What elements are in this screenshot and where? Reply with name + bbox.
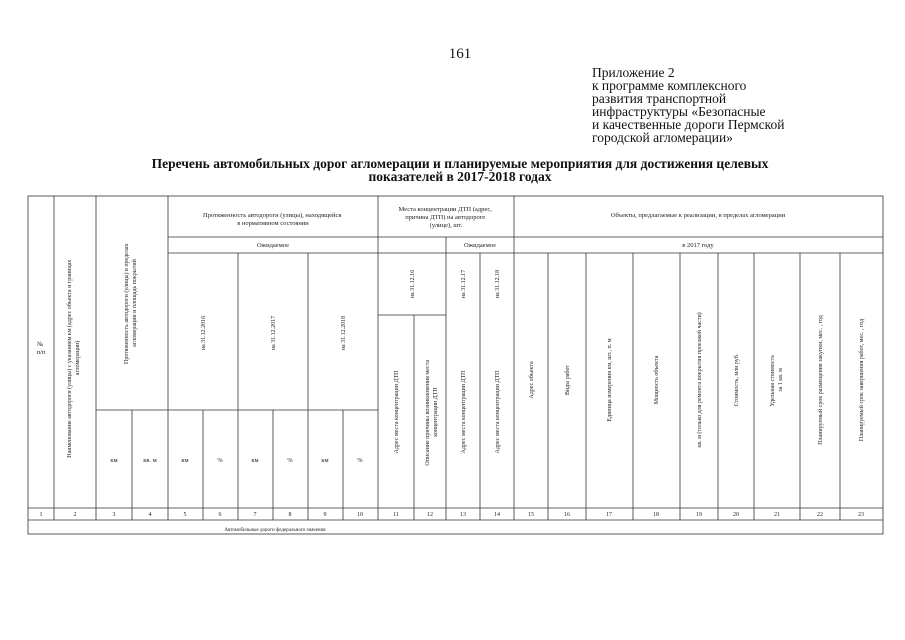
vertical-headers bbox=[66, 242, 865, 466]
section-label: Автомобильные дороги федерального значения bbox=[224, 528, 326, 533]
col-dtp-reason-l2: концентрации ДТП bbox=[433, 387, 439, 437]
col-length-header bbox=[123, 242, 138, 364]
col-num-l2: п/п bbox=[36, 349, 46, 356]
col-length-l2: агломерации и площадь покрытий bbox=[132, 259, 138, 347]
col-number: 18 bbox=[653, 512, 659, 518]
expected-2: Ожидаемое bbox=[463, 242, 497, 249]
col-number: 3 bbox=[112, 512, 116, 518]
col-sqm: кв. м (только для ремонта покрытия проезжей части) bbox=[697, 312, 703, 448]
group-normative-l2: в нормативном состоянии bbox=[237, 220, 309, 227]
appendix-line: Приложение 2 bbox=[592, 65, 675, 80]
col-number: 9 bbox=[323, 512, 327, 518]
col-dtp-address: Адрес места концентрации ДТП bbox=[394, 370, 400, 454]
col-num bbox=[37, 341, 46, 356]
col-unit-cost-l2: за 1 кв. м bbox=[778, 368, 784, 392]
col-number: 2 bbox=[73, 512, 77, 518]
unit-km: км bbox=[251, 457, 259, 464]
col-number: 16 bbox=[564, 512, 570, 518]
col-dtp-reason-l1: Описание причины возникновения места bbox=[425, 359, 431, 466]
col-number: 4 bbox=[148, 512, 152, 518]
group-normative-l1: Протяженность автодороги (улицы), находящейся bbox=[203, 212, 342, 219]
col-dtp-reason bbox=[425, 358, 439, 465]
col-number: 6 bbox=[218, 512, 222, 518]
col-number: 1 bbox=[39, 512, 43, 518]
col-dtp-address-3: Адрес места концентрации ДТП bbox=[495, 370, 501, 454]
col-num-l1: № bbox=[37, 341, 44, 348]
expected-1: Ожидаемое bbox=[256, 242, 290, 249]
appendix-line: инфраструктуры «Безопасные bbox=[592, 104, 766, 119]
col-unit: Единица измерения км, шт., п. м bbox=[607, 338, 613, 422]
column-numbers bbox=[40, 512, 865, 518]
unit-percent: % bbox=[217, 457, 223, 464]
date-2017: на 31.12.2017 bbox=[271, 315, 277, 351]
col-number: 21 bbox=[774, 512, 780, 518]
date-2016: на 31.12.2016 bbox=[201, 315, 207, 351]
dtp-2017: на 31.12.17 bbox=[461, 269, 467, 299]
appendix-line: городской агломерации» bbox=[592, 130, 733, 145]
col-unit-cost-l1: Удельная стоимость bbox=[770, 355, 776, 407]
unit-sqm: кв. м bbox=[143, 457, 157, 464]
col-number: 23 bbox=[858, 512, 864, 518]
col-name-l2: агломерации) bbox=[75, 340, 81, 376]
col-number: 14 bbox=[494, 512, 500, 518]
group-normative-header bbox=[203, 212, 343, 227]
date-2018: на 31.12.2018 bbox=[341, 315, 347, 351]
year-2017: в 2017 году bbox=[682, 242, 714, 249]
appendix-line: развития транспортной bbox=[592, 91, 727, 106]
group-objects-header: Объекты, предлагаемые к реализации, в пределах агломерации bbox=[610, 212, 786, 219]
col-number: 19 bbox=[696, 512, 702, 518]
col-unit-cost bbox=[770, 354, 784, 407]
col-cost: Стоимость, млн руб. bbox=[734, 353, 740, 407]
col-number: 11 bbox=[393, 512, 399, 518]
col-number: 12 bbox=[427, 512, 433, 518]
col-number: 10 bbox=[357, 512, 363, 518]
col-name-l1: Наименование автодороги (улицы) с указанием км (адрес объекта и границах bbox=[67, 259, 73, 458]
header-texts bbox=[37, 206, 786, 464]
group-dtp-header bbox=[398, 206, 493, 229]
col-number: 8 bbox=[288, 512, 292, 518]
col-dtp-address-2: Адрес места концентрации ДТП bbox=[461, 370, 467, 454]
dtp-2018: на 31.12.18 bbox=[495, 269, 501, 299]
unit-km: км bbox=[110, 457, 118, 464]
col-length-l1: Протяженность автодороги (улицы) в пределах bbox=[124, 243, 130, 365]
appendix-line: к программе комплексного bbox=[592, 78, 747, 93]
unit-percent: % bbox=[287, 457, 293, 464]
col-work-type: Виды работ bbox=[565, 364, 571, 396]
title-line: Перечень автомобильных дорог агломерации и планируемые мероприятия для достижения целевых bbox=[151, 156, 769, 171]
dtp-2016: на 31.12.16 bbox=[410, 269, 416, 299]
appendix-line: и качественные дороги Пермской bbox=[592, 117, 785, 132]
col-number: 15 bbox=[528, 512, 534, 518]
col-number: 20 bbox=[733, 512, 739, 518]
group-dtp-l3: (улице), шт. bbox=[429, 222, 463, 229]
col-capacity: Мощность объекта bbox=[654, 355, 660, 405]
group-dtp-l1: Места концентрации ДТП (адрес, bbox=[398, 206, 492, 213]
col-number: 7 bbox=[253, 512, 257, 518]
page-number: 161 bbox=[448, 46, 472, 62]
col-number: 17 bbox=[606, 512, 612, 518]
col-obj-address: Адрес объекта bbox=[529, 361, 535, 399]
col-plan-start: Планируемый срок размещения закупки, мес. , год bbox=[818, 315, 824, 445]
group-dtp-l2: причина ДТП) на автодороге bbox=[405, 214, 486, 221]
unit-percent: % bbox=[357, 457, 363, 464]
col-number: 5 bbox=[183, 512, 187, 518]
title-line: показателей в 2017-2018 годах bbox=[368, 169, 552, 184]
col-name-header bbox=[66, 258, 81, 457]
table-grid bbox=[28, 196, 883, 534]
unit-km: км bbox=[321, 457, 329, 464]
col-number: 13 bbox=[460, 512, 466, 518]
col-number: 22 bbox=[817, 512, 823, 518]
col-plan-end: Планируемый срок завершения работ, мес. , год bbox=[859, 318, 865, 442]
unit-km: км bbox=[181, 457, 189, 464]
